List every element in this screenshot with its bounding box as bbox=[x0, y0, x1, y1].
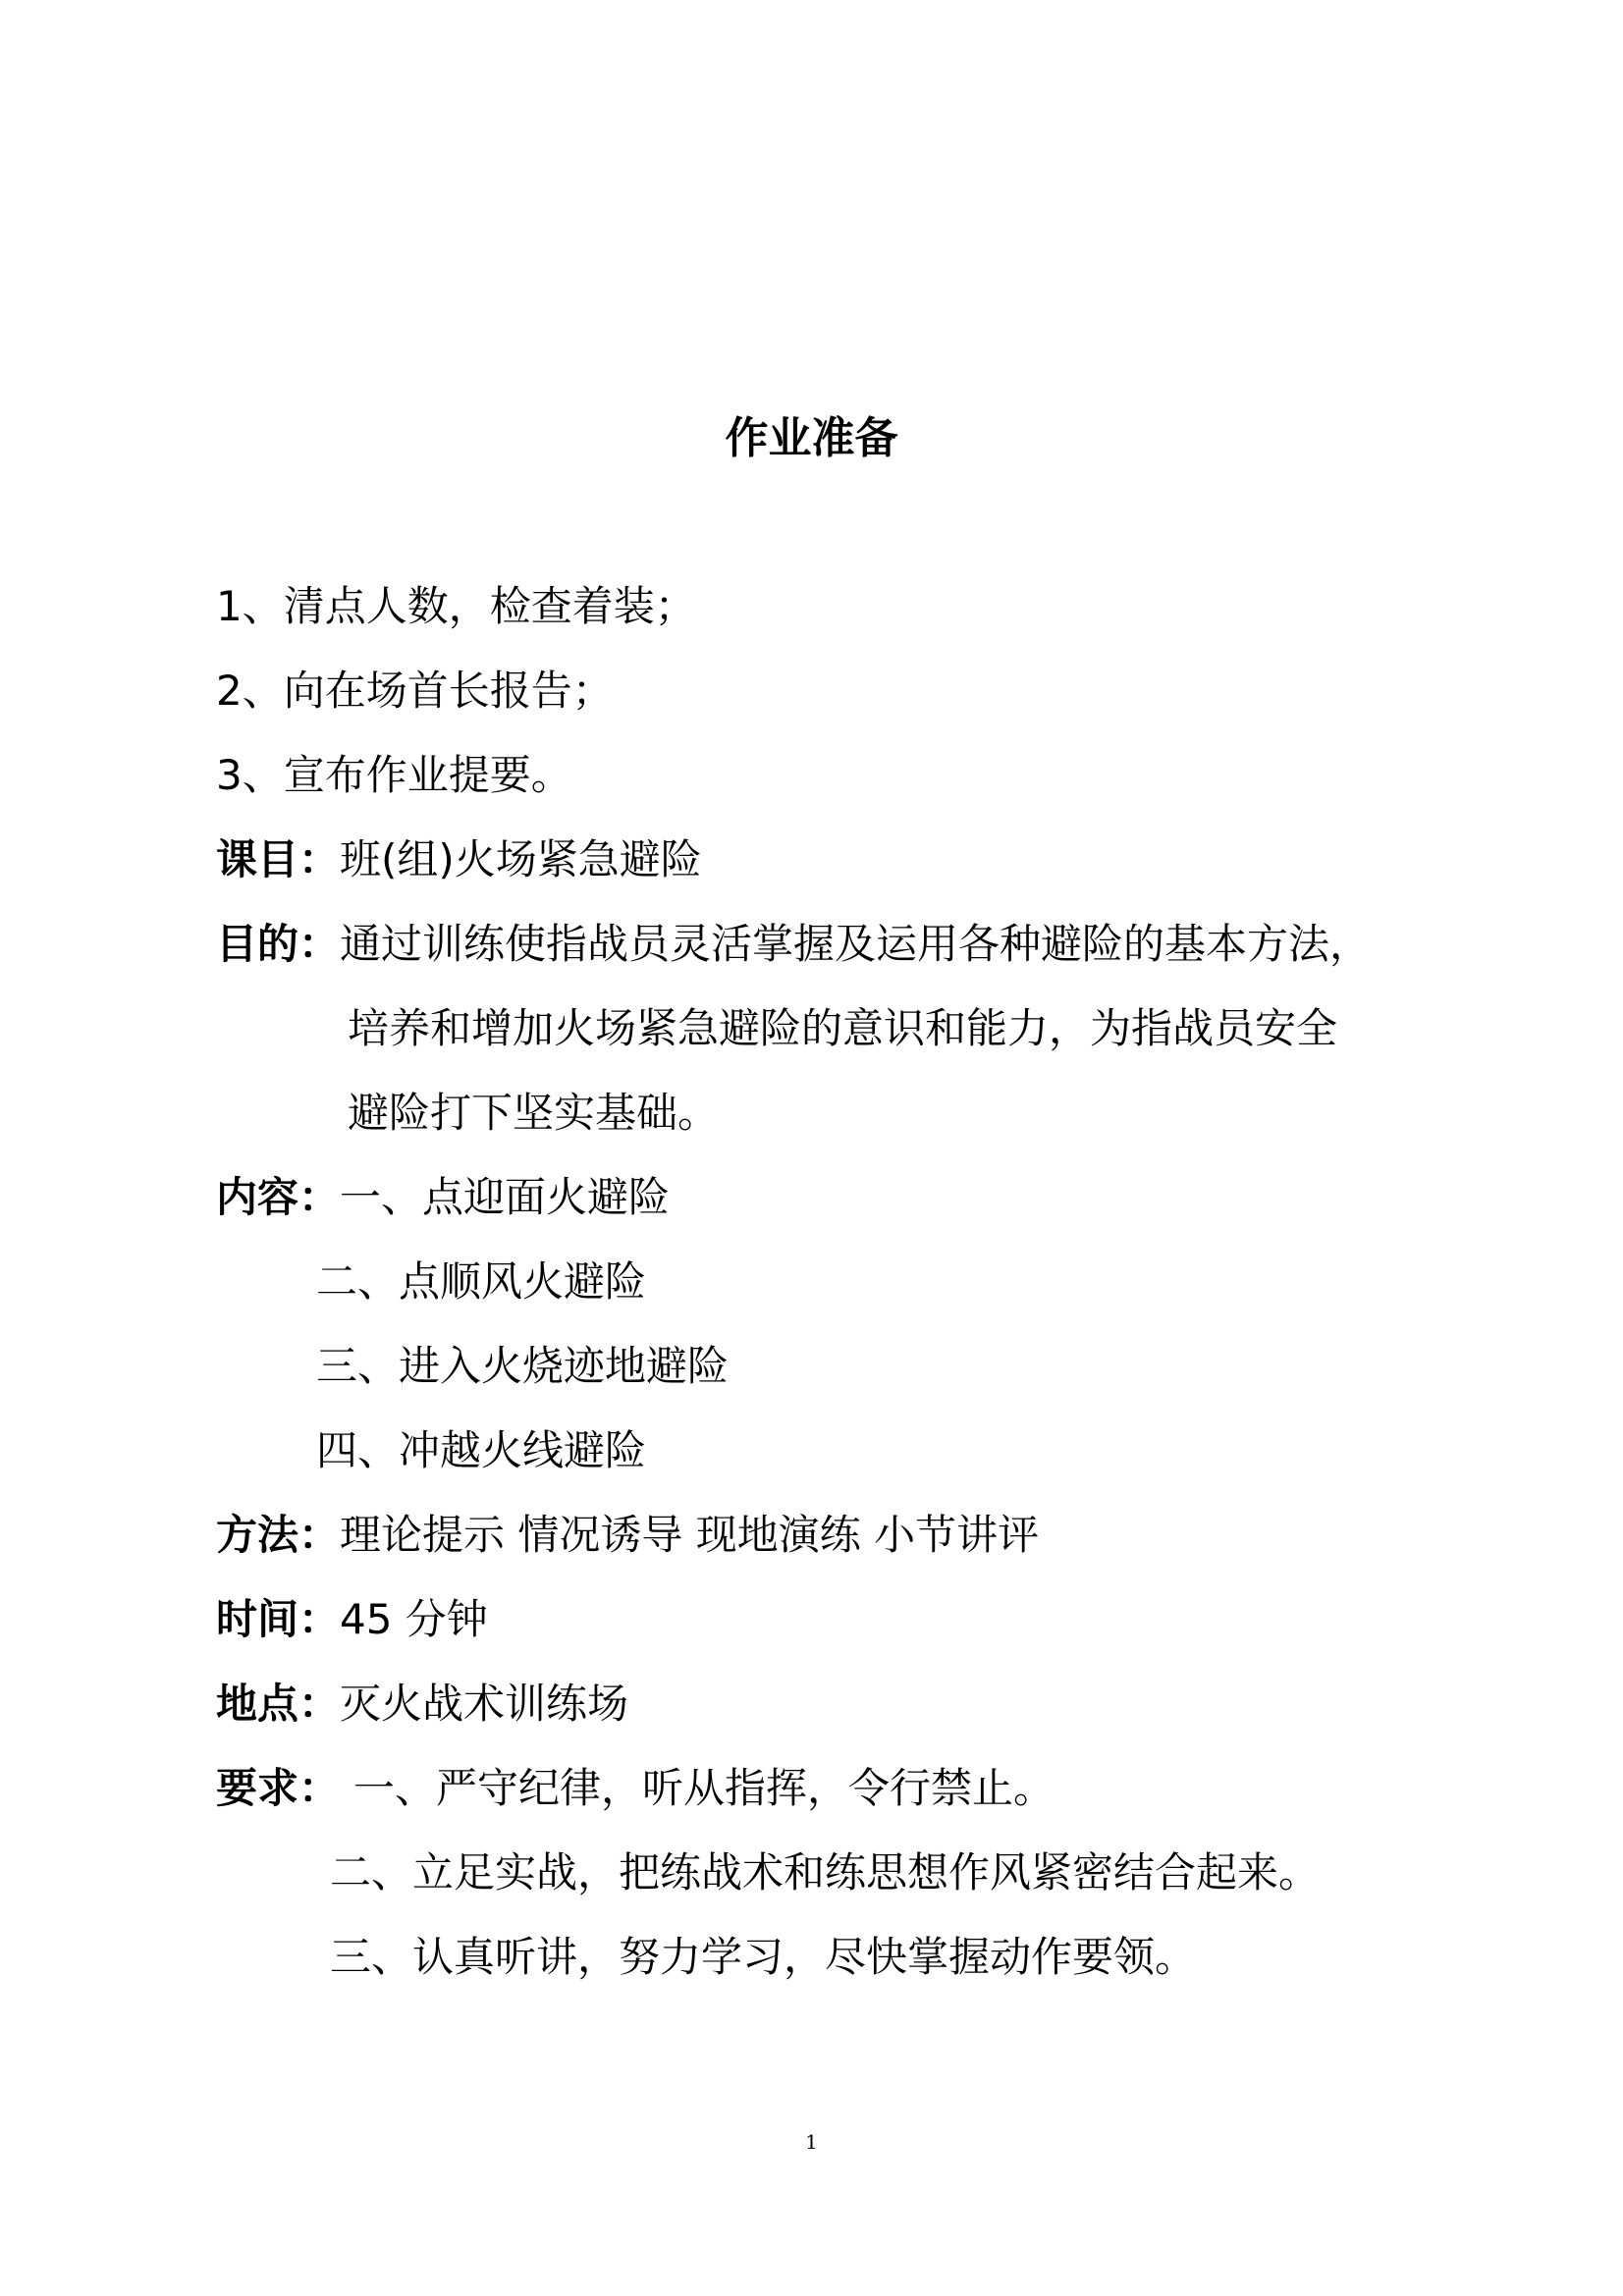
place-label: 地点： bbox=[216, 1680, 341, 1728]
time-row bbox=[216, 1592, 488, 1647]
prep-item: 2、向在场首长报告； bbox=[216, 667, 614, 715]
course-row bbox=[216, 832, 702, 887]
purpose-line: 培养和增加火场紧急避险的意识和能力，为指战员安全 bbox=[348, 1004, 1338, 1052]
prep-item: 1、清点人数，检查着装； bbox=[216, 582, 696, 630]
place-text: 灭火战术训练场 bbox=[340, 1680, 629, 1728]
time-text: 45 分钟 bbox=[340, 1595, 488, 1643]
method-label: 方法： bbox=[216, 1511, 341, 1559]
method-text: 理论提示 情况诱导 现地演练 小节讲评 bbox=[340, 1511, 1040, 1559]
purpose-line: 通过训练使指战员灵活掌握及运用各种避险的基本方法， bbox=[340, 920, 1372, 968]
content-item: 二、点顺风火避险 bbox=[316, 1257, 647, 1306]
time-label: 时间： bbox=[216, 1595, 341, 1643]
place-row bbox=[216, 1677, 628, 1732]
purpose-label: 目的： bbox=[216, 920, 341, 968]
requirement-item: 三、认真听讲，努力学习，尽快掌握动作要领。 bbox=[330, 1933, 1197, 1981]
content-item: 四、冲越火线避险 bbox=[316, 1426, 647, 1474]
course-label: 课目： bbox=[216, 835, 341, 883]
requirements-label: 要求： bbox=[216, 1764, 341, 1812]
prep-item: 3、宣布作业提要。 bbox=[216, 751, 572, 799]
page-number: 1 bbox=[805, 2130, 818, 2154]
page-title: 作业准备 bbox=[725, 413, 898, 463]
purpose-line: 避险打下坚实基础。 bbox=[348, 1089, 720, 1137]
requirements-row bbox=[216, 1761, 1055, 1816]
purpose-row bbox=[216, 917, 1371, 972]
requirement-item: 一、严守纪律，听从指挥，令行禁止。 bbox=[353, 1764, 1055, 1812]
course-text: 班(组)火场紧急避险 bbox=[340, 835, 702, 883]
requirement-item: 二、立足实战，把练战术和练思想作风紧密结合起来。 bbox=[330, 1848, 1321, 1896]
content-label: 内容： bbox=[216, 1173, 341, 1221]
content-item: 一、点迎面火避险 bbox=[340, 1173, 671, 1221]
method-row bbox=[216, 1508, 1039, 1563]
content-row bbox=[216, 1170, 670, 1225]
content-item: 三、进入火烧迹地避险 bbox=[316, 1342, 730, 1390]
